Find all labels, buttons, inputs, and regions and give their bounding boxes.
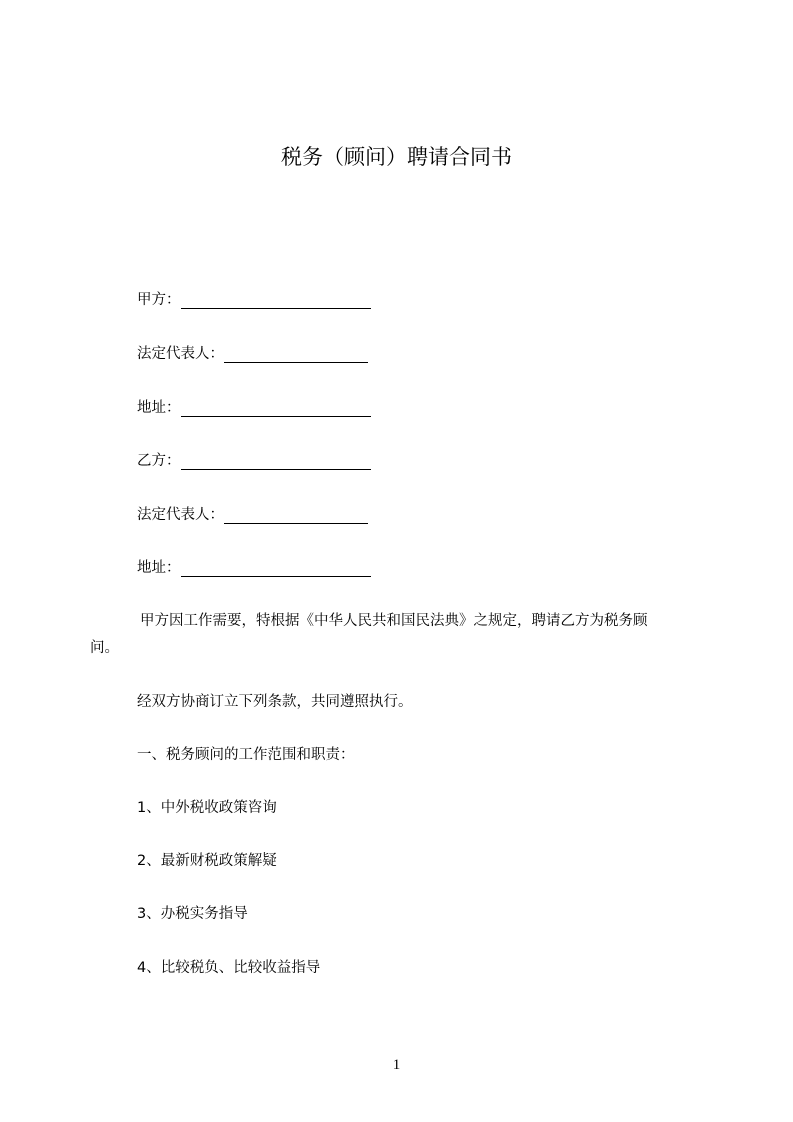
party-b-address-field bbox=[137, 559, 371, 577]
field-label: 法定代表人： bbox=[137, 507, 224, 523]
paragraph-line: 问。 bbox=[90, 640, 119, 656]
party-a-field bbox=[137, 291, 371, 309]
blank-line bbox=[224, 509, 368, 524]
blank-line bbox=[181, 402, 371, 417]
party-b-field bbox=[137, 452, 371, 470]
blank-line bbox=[181, 562, 371, 577]
party-a-address-field bbox=[137, 399, 371, 417]
field-label: 法定代表人： bbox=[137, 346, 224, 362]
party-b-representative-field bbox=[137, 506, 368, 524]
section-heading: 一、税务顾问的工作范围和职责： bbox=[137, 747, 355, 763]
blank-line bbox=[181, 294, 371, 309]
page-number: 1 bbox=[392, 1057, 401, 1073]
field-label: 甲方： bbox=[137, 292, 181, 308]
field-label: 乙方： bbox=[137, 453, 181, 469]
party-a-representative-field bbox=[137, 345, 368, 363]
paragraph-line: 甲方因工作需要，特根据《中华人民共和国民法典》之规定，聘请乙方为税务顾 bbox=[140, 613, 648, 629]
blank-line bbox=[181, 455, 371, 470]
field-label: 地址： bbox=[137, 560, 181, 576]
list-item: 4、比较税负、比较收益指导 bbox=[137, 960, 321, 976]
blank-line bbox=[224, 348, 368, 363]
page-title: 税务（顾问）聘请合同书 bbox=[281, 145, 512, 169]
list-item: 1、中外税收政策咨询 bbox=[137, 800, 277, 816]
field-label: 地址： bbox=[137, 400, 181, 416]
paragraph: 经双方协商订立下列条款，共同遵照执行。 bbox=[137, 694, 413, 710]
list-item: 3、办税实务指导 bbox=[137, 906, 248, 922]
list-item: 2、最新财税政策解疑 bbox=[137, 853, 277, 869]
